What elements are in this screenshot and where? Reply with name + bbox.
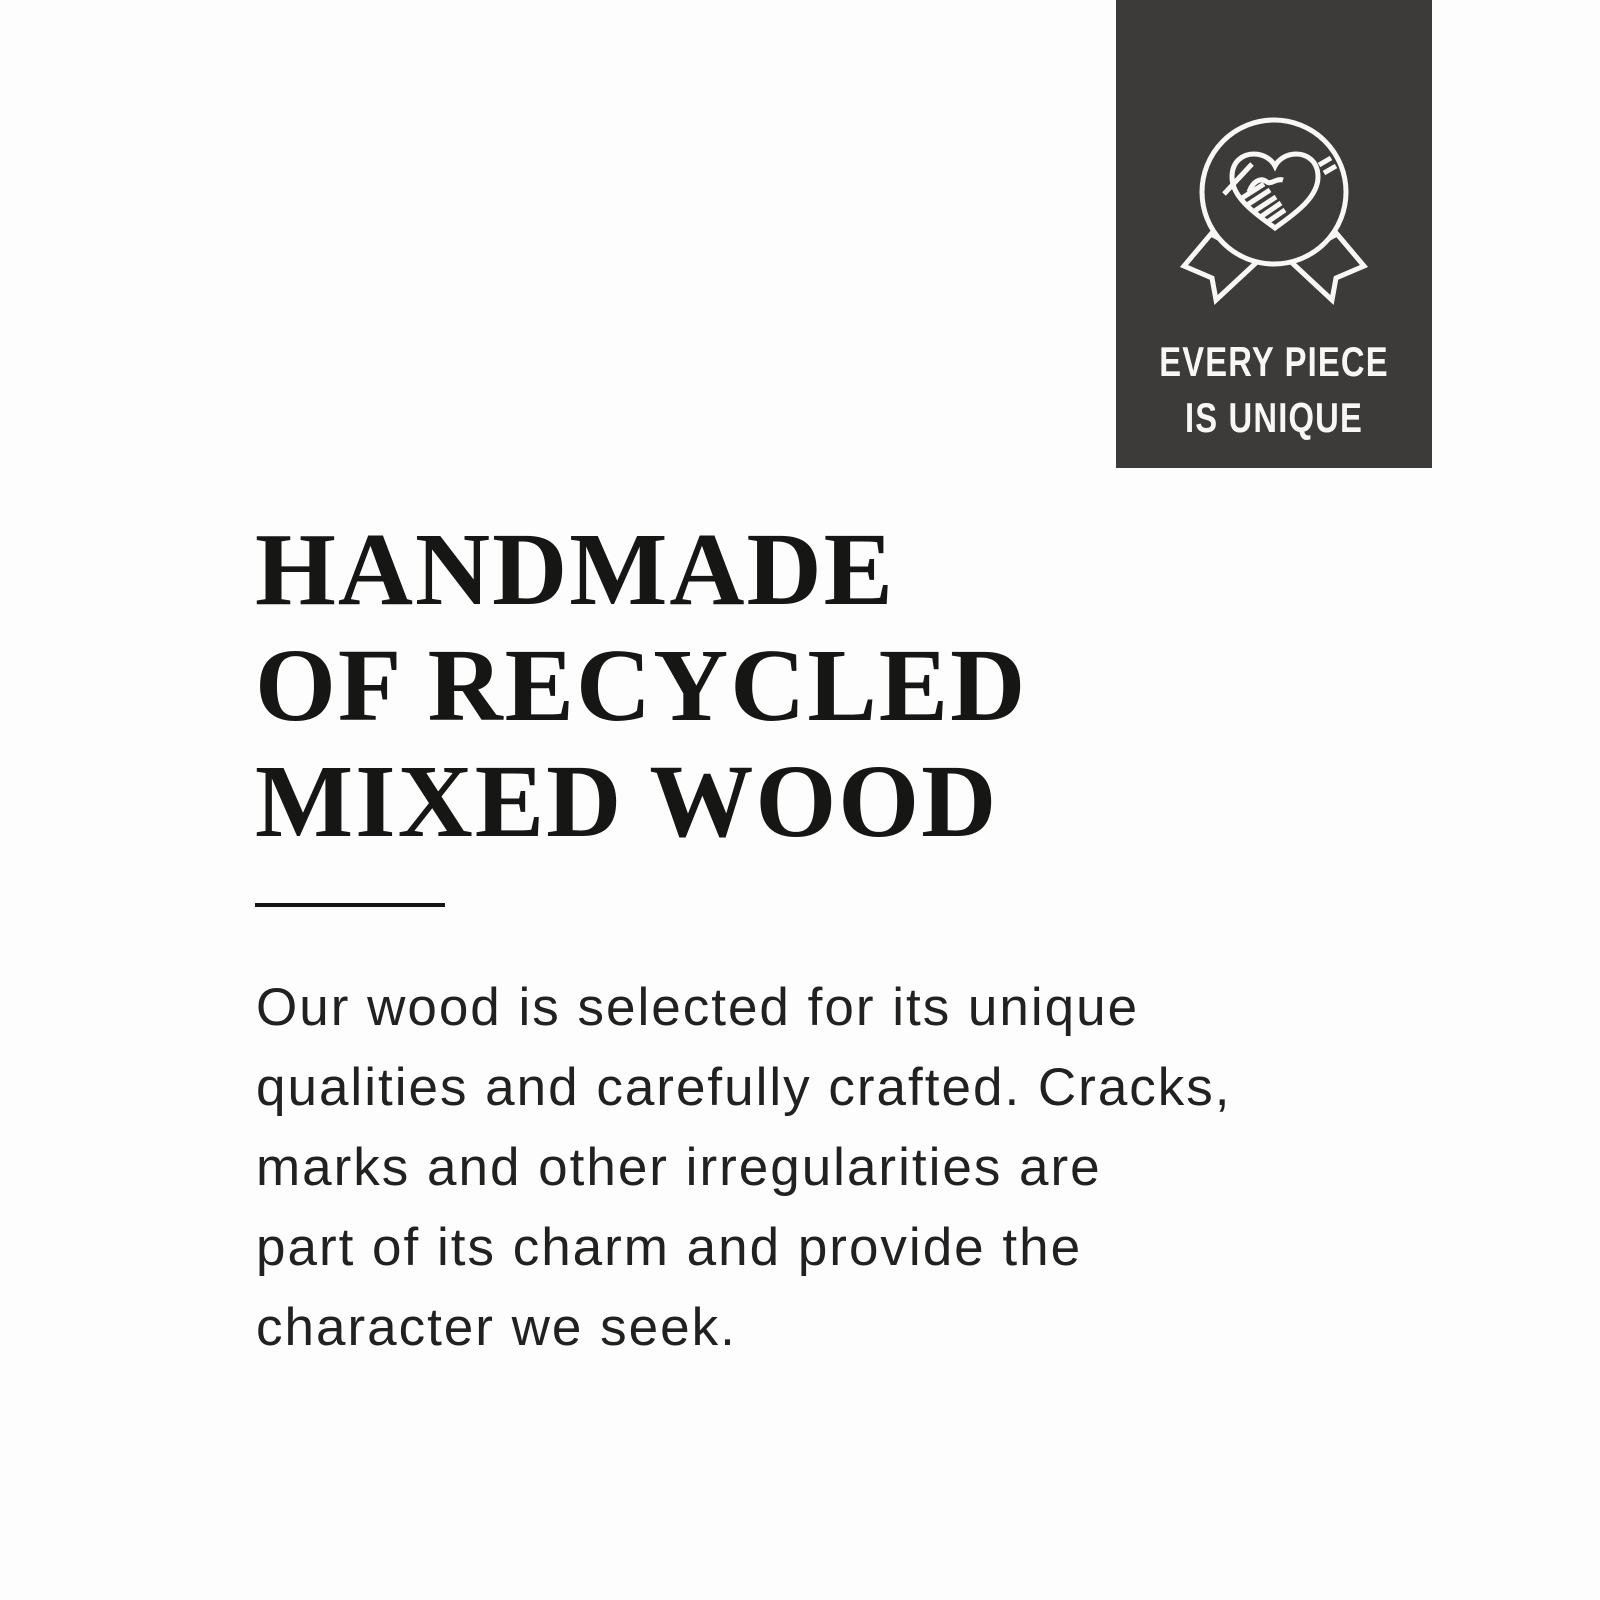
body-line-2: qualities and carefully crafted. Cracks,: [256, 1058, 1232, 1117]
badge-caption-line-2: IS UNIQUE: [1184, 394, 1363, 441]
headline-line-1: HANDMADE: [255, 512, 895, 627]
badge-caption-line-1: EVERY PIECE: [1159, 338, 1389, 385]
award-ribbon-heart-hand-icon: [1179, 102, 1369, 317]
divider-rule: [255, 903, 445, 907]
body-paragraph: [256, 968, 1232, 1368]
headline-line-3: MIXED WOOD: [255, 744, 999, 859]
badge-caption: [1151, 334, 1397, 446]
body-line-5: character we seek.: [256, 1298, 737, 1357]
headline: [255, 512, 1027, 860]
body-line-3: marks and other irregularities are: [256, 1138, 1102, 1197]
headline-line-2: OF RECYCLED: [255, 628, 1028, 743]
body-line-1: Our wood is selected for its unique: [256, 978, 1140, 1037]
unique-badge: [1116, 0, 1432, 468]
body-line-4: part of its charm and provide the: [256, 1218, 1083, 1277]
